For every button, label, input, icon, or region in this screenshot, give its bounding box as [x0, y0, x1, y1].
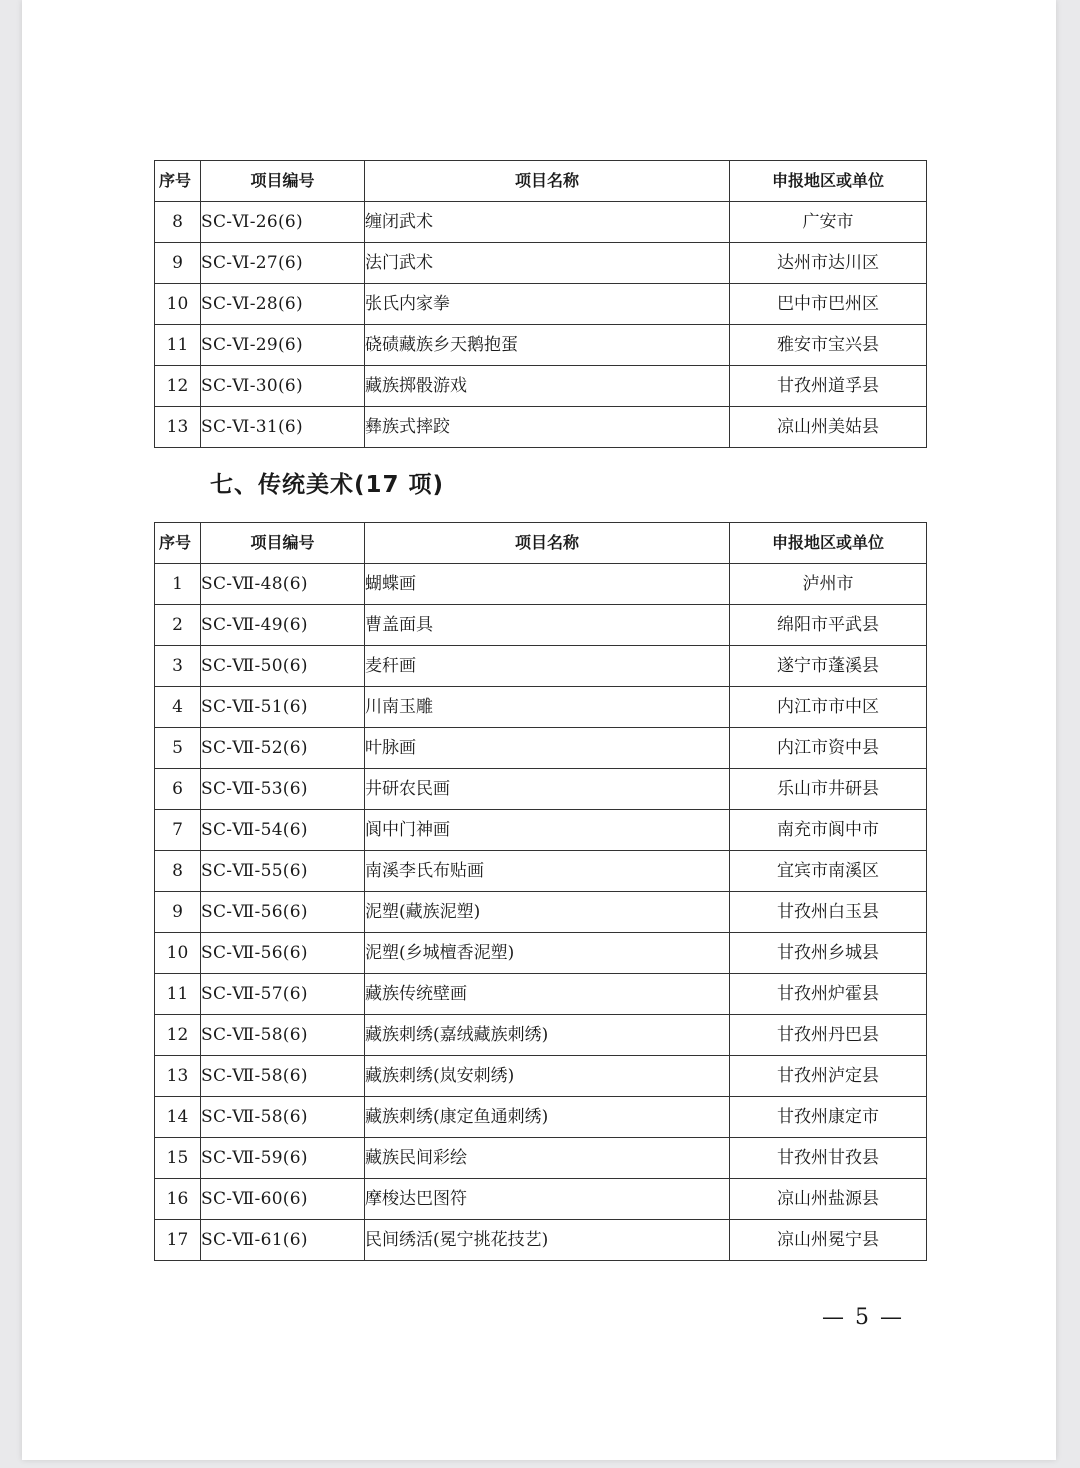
cell-no: 8 [155, 851, 201, 892]
table-row [155, 202, 927, 243]
cell-name: 彝族式摔跤 [365, 407, 730, 448]
header-name: 项目名称 [365, 523, 730, 564]
cell-code: SC-Ⅶ-51(6) [201, 687, 365, 728]
cell-no: 12 [155, 366, 201, 407]
cell-name: 缠闭武术 [365, 202, 730, 243]
cell-name: 藏族刺绣(康定鱼通刺绣) [365, 1097, 730, 1138]
cell-region: 甘孜州乡城县 [730, 933, 927, 974]
cell-name: 张氏内家拳 [365, 284, 730, 325]
header-region: 申报地区或单位 [730, 523, 927, 564]
cell-no: 11 [155, 325, 201, 366]
table-row [155, 646, 927, 687]
table-row [155, 892, 927, 933]
cell-code: SC-Ⅶ-59(6) [201, 1138, 365, 1179]
table-row [155, 1097, 927, 1138]
cell-name: 川南玉雕 [365, 687, 730, 728]
cell-region: 凉山州盐源县 [730, 1179, 927, 1220]
table-row [155, 851, 927, 892]
heritage-table-sports [154, 160, 927, 448]
cell-code: SC-Ⅶ-55(6) [201, 851, 365, 892]
cell-no: 6 [155, 769, 201, 810]
cell-region: 达州市达川区 [730, 243, 927, 284]
cell-no: 12 [155, 1015, 201, 1056]
table-row [155, 769, 927, 810]
cell-name: 藏族掷骰游戏 [365, 366, 730, 407]
cell-region: 甘孜州甘孜县 [730, 1138, 927, 1179]
table-row [155, 243, 927, 284]
cell-code: SC-Ⅶ-52(6) [201, 728, 365, 769]
cell-code: SC-Ⅶ-61(6) [201, 1220, 365, 1261]
header-code: 项目编号 [201, 161, 365, 202]
cell-code: SC-Ⅵ-31(6) [201, 407, 365, 448]
cell-code: SC-Ⅵ-29(6) [201, 325, 365, 366]
header-no: 序号 [155, 523, 201, 564]
cell-name: 泥塑(藏族泥塑) [365, 892, 730, 933]
cell-no: 16 [155, 1179, 201, 1220]
cell-name: 藏族刺绣(岚安刺绣) [365, 1056, 730, 1097]
cell-name: 麦秆画 [365, 646, 730, 687]
cell-region: 甘孜州泸定县 [730, 1056, 927, 1097]
header-no: 序号 [155, 161, 201, 202]
cell-name: 摩梭达巴图符 [365, 1179, 730, 1220]
cell-no: 9 [155, 243, 201, 284]
cell-name: 蝴蝶画 [365, 564, 730, 605]
heritage-table-art [154, 522, 927, 1261]
document-page [22, 0, 1056, 1460]
cell-code: SC-Ⅶ-58(6) [201, 1056, 365, 1097]
table-header-row [155, 161, 927, 202]
cell-region: 巴中市巴州区 [730, 284, 927, 325]
cell-code: SC-Ⅵ-27(6) [201, 243, 365, 284]
table-row [155, 564, 927, 605]
header-region: 申报地区或单位 [730, 161, 927, 202]
cell-region: 甘孜州康定市 [730, 1097, 927, 1138]
cell-no: 11 [155, 974, 201, 1015]
cell-no: 14 [155, 1097, 201, 1138]
cell-name: 藏族传统壁画 [365, 974, 730, 1015]
cell-code: SC-Ⅶ-53(6) [201, 769, 365, 810]
cell-name: 曹盖面具 [365, 605, 730, 646]
cell-region: 内江市资中县 [730, 728, 927, 769]
table-header-row [155, 523, 927, 564]
cell-region: 甘孜州道孚县 [730, 366, 927, 407]
cell-code: SC-Ⅵ-28(6) [201, 284, 365, 325]
cell-region: 雅安市宝兴县 [730, 325, 927, 366]
cell-region: 乐山市井研县 [730, 769, 927, 810]
cell-code: SC-Ⅶ-56(6) [201, 892, 365, 933]
cell-code: SC-Ⅶ-58(6) [201, 1097, 365, 1138]
cell-no: 8 [155, 202, 201, 243]
section-heading-traditional-art: 七、传统美术(17 项) [210, 472, 445, 498]
cell-no: 5 [155, 728, 201, 769]
cell-region: 凉山州美姑县 [730, 407, 927, 448]
header-name: 项目名称 [365, 161, 730, 202]
table-row [155, 810, 927, 851]
cell-region: 甘孜州炉霍县 [730, 974, 927, 1015]
header-code: 项目编号 [201, 523, 365, 564]
cell-name: 阆中门神画 [365, 810, 730, 851]
page-number: — 5 — [822, 1305, 904, 1330]
cell-no: 13 [155, 407, 201, 448]
table-row [155, 325, 927, 366]
cell-code: SC-Ⅶ-57(6) [201, 974, 365, 1015]
cell-code: SC-Ⅶ-49(6) [201, 605, 365, 646]
cell-no: 1 [155, 564, 201, 605]
cell-no: 7 [155, 810, 201, 851]
cell-code: SC-Ⅶ-54(6) [201, 810, 365, 851]
table-row [155, 407, 927, 448]
cell-name: 民间绣活(冕宁挑花技艺) [365, 1220, 730, 1261]
table-row [155, 974, 927, 1015]
table-row [155, 366, 927, 407]
cell-code: SC-Ⅶ-50(6) [201, 646, 365, 687]
cell-no: 4 [155, 687, 201, 728]
cell-no: 15 [155, 1138, 201, 1179]
cell-region: 泸州市 [730, 564, 927, 605]
cell-region: 宜宾市南溪区 [730, 851, 927, 892]
cell-name: 叶脉画 [365, 728, 730, 769]
cell-no: 2 [155, 605, 201, 646]
cell-name: 藏族刺绣(嘉绒藏族刺绣) [365, 1015, 730, 1056]
table-row [155, 1015, 927, 1056]
cell-region: 遂宁市蓬溪县 [730, 646, 927, 687]
cell-no: 10 [155, 933, 201, 974]
cell-region: 内江市市中区 [730, 687, 927, 728]
table-row [155, 933, 927, 974]
cell-name: 泥塑(乡城檀香泥塑) [365, 933, 730, 974]
table-row [155, 1179, 927, 1220]
table-row [155, 1056, 927, 1097]
cell-code: SC-Ⅶ-48(6) [201, 564, 365, 605]
table-row [155, 687, 927, 728]
cell-code: SC-Ⅶ-60(6) [201, 1179, 365, 1220]
cell-no: 3 [155, 646, 201, 687]
cell-region: 甘孜州白玉县 [730, 892, 927, 933]
table-row [155, 1220, 927, 1261]
table-row [155, 1138, 927, 1179]
cell-name: 法门武术 [365, 243, 730, 284]
table-row [155, 284, 927, 325]
cell-no: 9 [155, 892, 201, 933]
cell-no: 17 [155, 1220, 201, 1261]
cell-code: SC-Ⅶ-58(6) [201, 1015, 365, 1056]
cell-name: 井研农民画 [365, 769, 730, 810]
cell-region: 广安市 [730, 202, 927, 243]
table-row [155, 728, 927, 769]
cell-name: 南溪李氏布贴画 [365, 851, 730, 892]
table-row [155, 605, 927, 646]
cell-region: 甘孜州丹巴县 [730, 1015, 927, 1056]
cell-code: SC-Ⅵ-30(6) [201, 366, 365, 407]
cell-region: 凉山州冕宁县 [730, 1220, 927, 1261]
cell-no: 13 [155, 1056, 201, 1097]
cell-no: 10 [155, 284, 201, 325]
cell-region: 南充市阆中市 [730, 810, 927, 851]
cell-name: 硗碛藏族乡天鹅抱蛋 [365, 325, 730, 366]
cell-name: 藏族民间彩绘 [365, 1138, 730, 1179]
cell-region: 绵阳市平武县 [730, 605, 927, 646]
cell-code: SC-Ⅵ-26(6) [201, 202, 365, 243]
cell-code: SC-Ⅶ-56(6) [201, 933, 365, 974]
